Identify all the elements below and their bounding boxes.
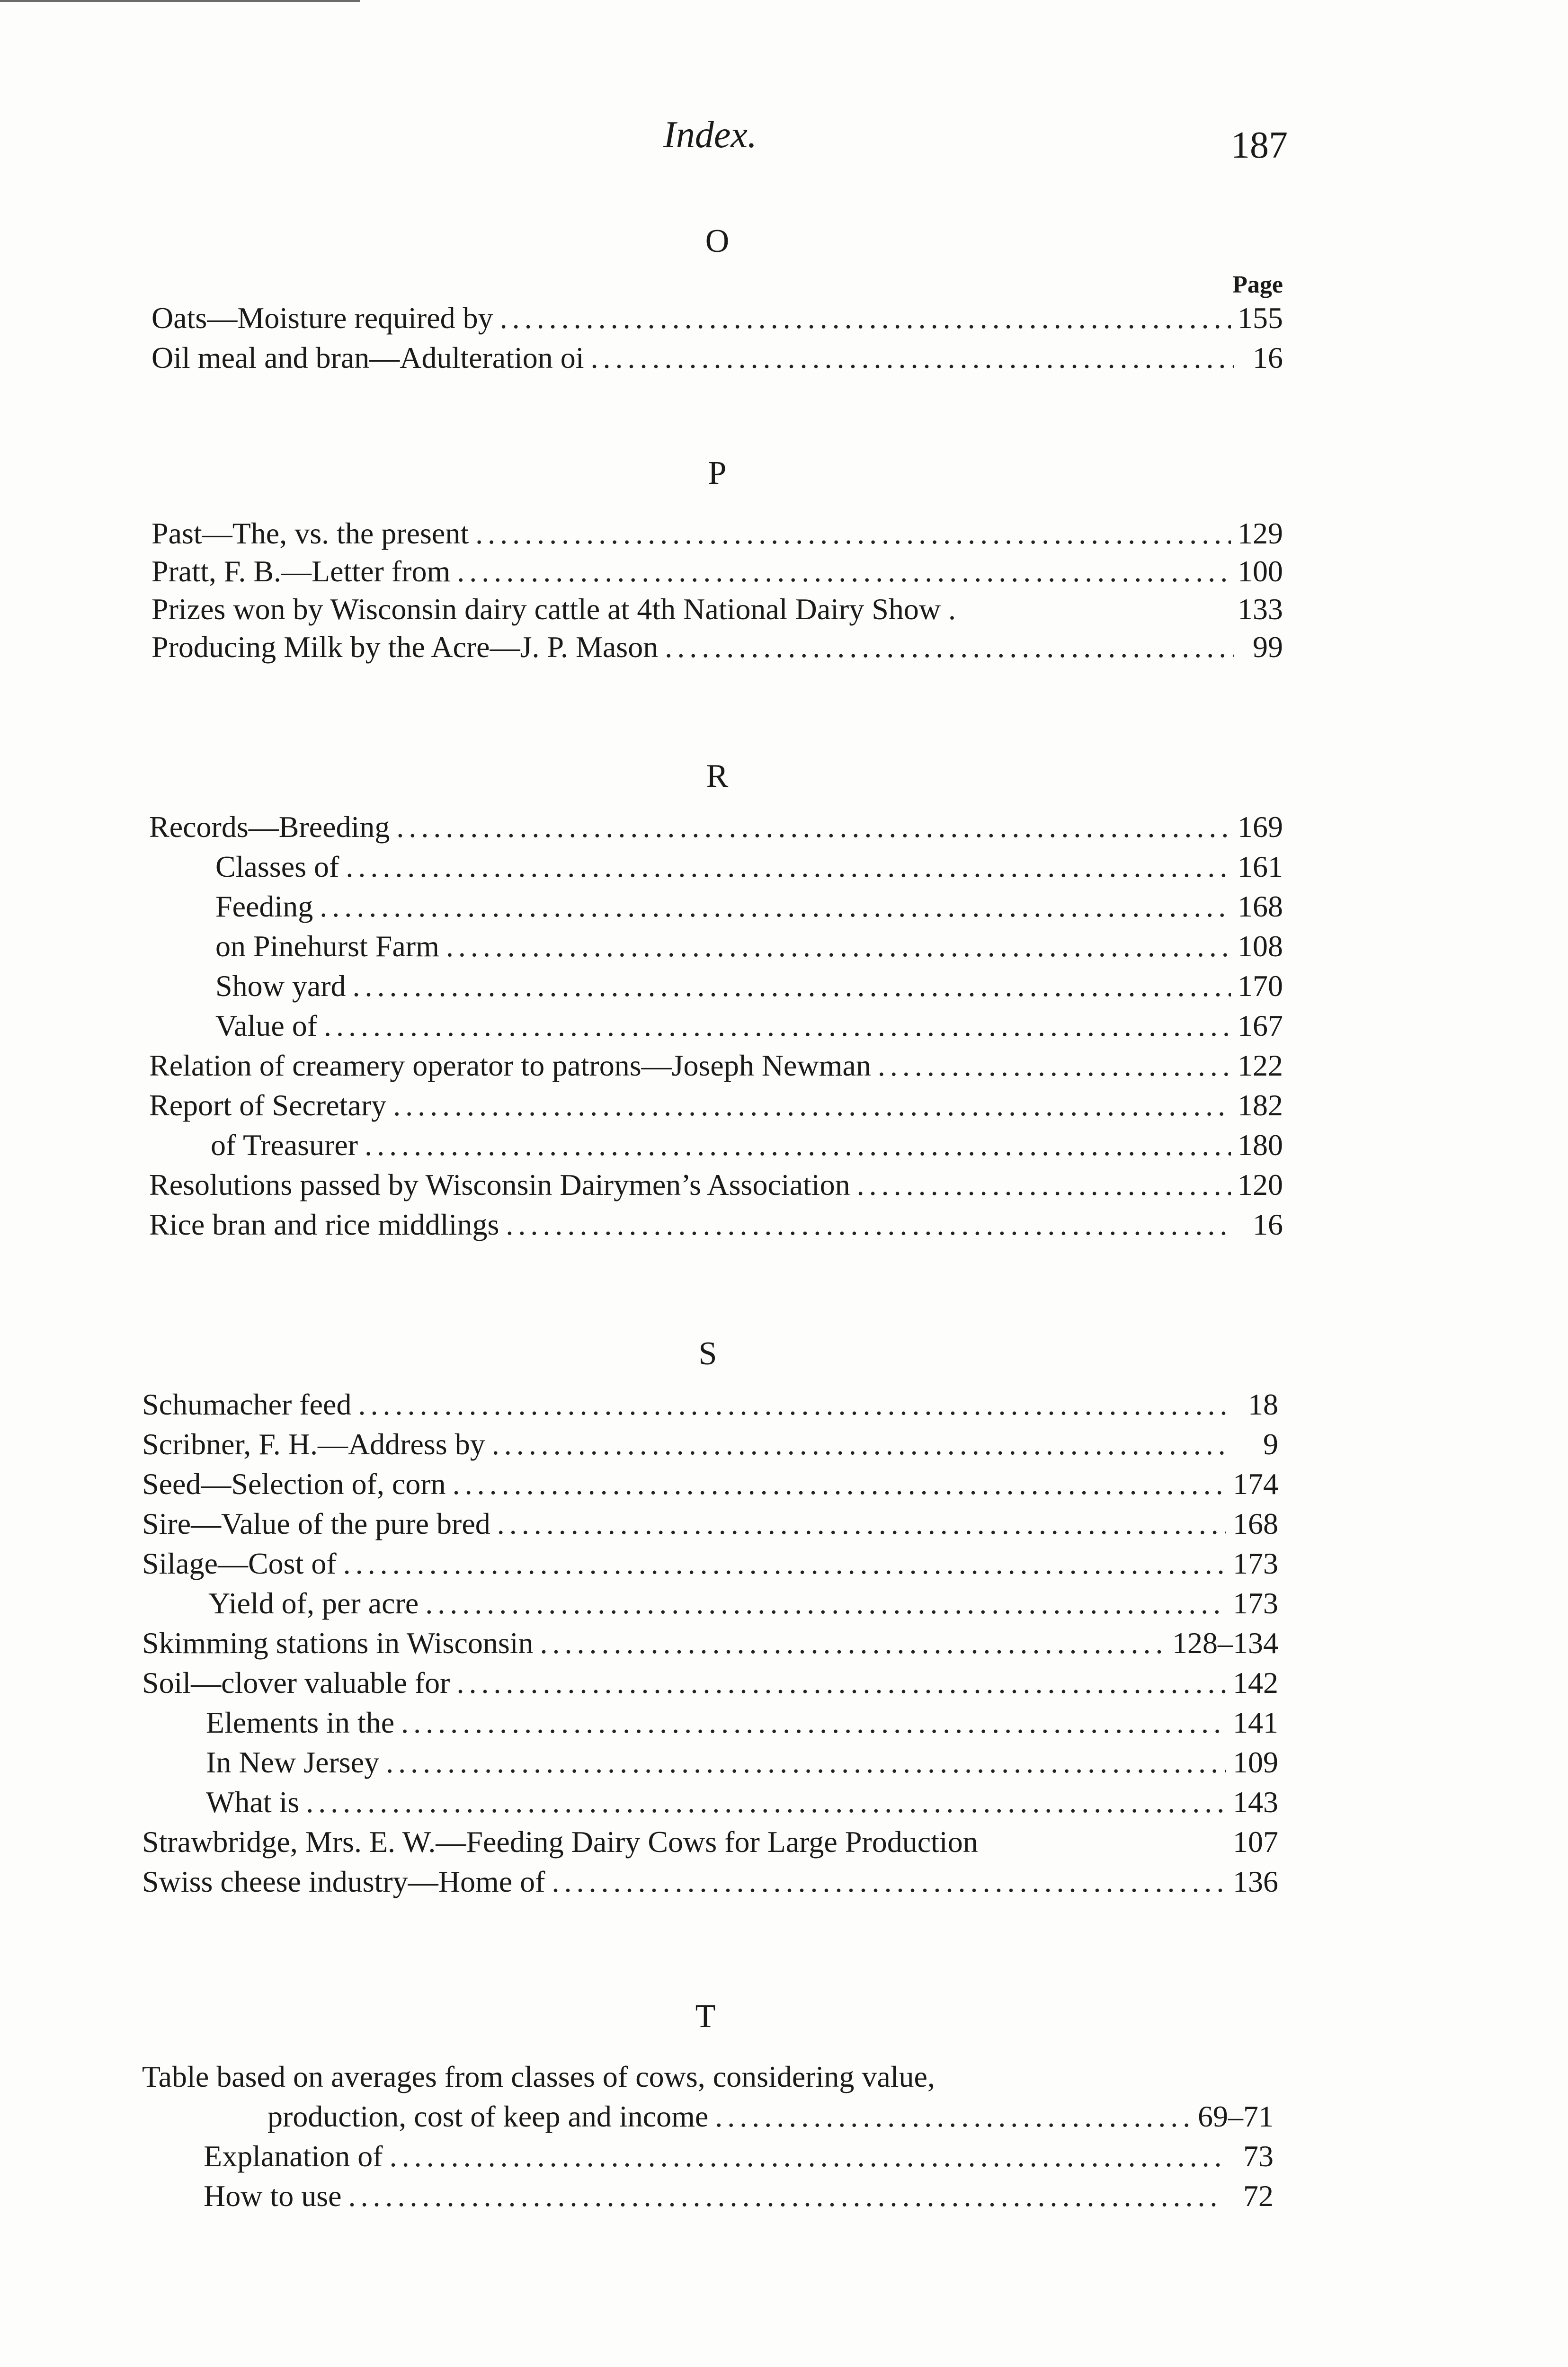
index-entry [215,926,1283,966]
leader-dots [540,1623,1166,1663]
entry-page: 136 [1233,1865,1278,1898]
entry-text: Soil—clover valuable for [142,1666,450,1700]
index-entry [149,807,1283,847]
entry-page: 129 [1238,516,1283,550]
leader-dots [665,627,1234,667]
entry-page: 167 [1238,1009,1283,1042]
index-entry [215,966,1283,1006]
index-entry [142,1544,1278,1584]
entry-text: production, cost of keep and income [267,2100,709,2133]
leader-dots [457,552,1231,591]
index-entry [206,1703,1278,1743]
top-rule [0,0,360,2]
leader-dots [396,807,1231,847]
entry-text: of Treasurer [211,1128,358,1162]
index-entry [267,2097,1274,2136]
index-entry [142,1424,1278,1464]
entry-page: 169 [1238,810,1283,844]
section-letter-r: R [706,758,729,794]
index-entry [142,1623,1278,1663]
entry-page: 73 [1243,2139,1274,2173]
entry-page: 108 [1238,929,1283,963]
leader-dots [346,847,1231,887]
entry-page: 18 [1248,1388,1278,1421]
section-letter-p: P [708,455,727,491]
entry-text: Strawbridge, Mrs. E. W.—Feeding Dairy Cows for Large Production [142,1825,978,1859]
leader-dots [306,1782,1226,1822]
index-entry [142,1504,1278,1544]
entry-page: 170 [1238,969,1283,1003]
index-entry [149,1205,1283,1245]
index-entry [206,1782,1278,1822]
entry-text: Schumacher feed [142,1388,352,1421]
entry-text: Oil meal and bran—Adulteration oi [151,341,584,374]
entry-text: Skimming stations in Wisconsin [142,1626,534,1660]
entry-text: Rice bran and rice middlings [149,1208,499,1241]
entry-page: 100 [1238,554,1283,588]
entry-text: Past—The, vs. the present [151,516,469,550]
index-entry [206,1743,1278,1782]
leader-dots [715,2097,1191,2136]
page-title: Index. [663,114,757,156]
entry-page: 182 [1238,1088,1283,1122]
entry-text: Relation of creamery operator to patrons—Joseph Newman [149,1049,871,1082]
entry-page: 109 [1233,1745,1278,1779]
leader-dots [492,1424,1229,1464]
leader-dots [324,1006,1231,1046]
leader-dots [401,1703,1226,1743]
index-entry [151,552,1283,591]
leader-dots [390,2136,1224,2176]
entry-page: 141 [1233,1706,1278,1739]
entry-text: Classes of [215,850,339,883]
leader-dots [456,1663,1226,1703]
leader-dots [320,887,1231,926]
entry-text: Show yard [215,969,346,1003]
leader-dots [475,514,1231,553]
index-entry [151,589,1283,629]
entry-page: 168 [1233,1507,1278,1540]
entry-page: 16 [1253,341,1283,374]
entry-page: 174 [1233,1467,1278,1501]
index-entry [142,1822,1278,1862]
entry-text: Sire—Value of the pure bred [142,1507,490,1540]
entry-page: 107 [1233,1825,1278,1859]
entry-text: Value of [215,1009,318,1042]
index-entry [215,887,1283,926]
entry-page: 122 [1238,1049,1283,1082]
entry-text: Records—Breeding [149,810,390,844]
entry-page: 168 [1238,890,1283,923]
entry-text: Producing Milk by the Acre—J. P. Mason [151,630,659,664]
entry-text: Resolutions passed by Wisconsin Dairymen’s Association [149,1168,850,1201]
entry-text: Prizes won by Wisconsin dairy cattle at 4th National Dairy Show . [151,592,956,626]
entry-page: 72 [1243,2179,1274,2213]
entry-page: 142 [1233,1666,1278,1700]
entry-page: 173 [1233,1586,1278,1620]
leader-dots [348,2176,1224,2216]
entry-page: 128–134 [1172,1626,1278,1660]
entry-text: Pratt, F. B.—Letter from [151,554,451,588]
entry-page: 99 [1253,630,1283,664]
index-entry [151,627,1283,667]
entry-text: Elements in the [206,1706,395,1739]
entry-page: 16 [1253,1208,1283,1241]
index-entry [142,1385,1278,1424]
index-entry [142,1862,1278,1902]
leader-dots [506,1205,1234,1245]
entry-text: Swiss cheese industry—Home of [142,1865,545,1898]
leader-dots [453,1464,1226,1504]
entry-page: 180 [1238,1128,1283,1162]
entry-page: 161 [1238,850,1283,883]
leader-dots [365,1125,1231,1165]
index-entry [151,514,1283,553]
page-column-label: Page [1232,271,1283,298]
entry-text: Scribner, F. H.—Address by [142,1427,485,1461]
entry-page: 143 [1233,1785,1278,1819]
leader-dots [425,1584,1226,1623]
entry-page: 9 [1263,1427,1278,1461]
index-entry [149,1046,1283,1086]
entry-text: on Pinehurst Farm [215,929,439,963]
entry-page: 173 [1233,1547,1278,1580]
leader-dots [386,1743,1226,1782]
index-entry [149,1086,1283,1125]
index-entry [211,1125,1283,1165]
index-entry [142,1663,1278,1703]
entry-page: 120 [1238,1168,1283,1201]
section-letter-o: O [705,223,730,259]
leader-dots [343,1544,1226,1584]
leader-dots [393,1086,1231,1125]
index-entry [204,2176,1274,2216]
entry-text: Seed—Selection of, corn [142,1467,446,1501]
entry-page: 155 [1238,301,1283,335]
index-entry [208,1584,1278,1623]
leader-dots [878,1046,1231,1086]
entry-text: Table based on averages from classes of cows, considering value, [142,2060,935,2093]
entry-text: Oats—Moisture required by [151,301,493,335]
index-entry [215,847,1283,887]
leader-dots [358,1385,1229,1424]
leader-dots [552,1862,1226,1902]
section-letter-t: T [695,1998,716,2035]
leader-dots [500,298,1231,338]
leader-dots [446,926,1231,966]
entry-text: How to use [204,2179,342,2213]
leader-dots [857,1165,1231,1205]
index-entry [215,1006,1283,1046]
entry-text: Feeding [215,890,313,923]
index-entry [149,1165,1283,1205]
entry-text: Yield of, per acre [208,1586,419,1620]
index-entry [142,2057,1278,2097]
entry-page: 69–71 [1198,2100,1274,2133]
page-number: 187 [1231,125,1288,166]
index-entry [204,2136,1274,2176]
index-entry [151,298,1283,338]
index-entry [142,1464,1278,1504]
leader-dots [353,966,1231,1006]
entry-text: What is [206,1785,300,1819]
section-letter-s: S [698,1335,717,1372]
entry-text: Explanation of [204,2139,383,2173]
leader-dots [497,1504,1226,1544]
index-entry [151,338,1283,378]
entry-page: 133 [1238,592,1283,626]
leader-dots [591,338,1234,378]
entry-text: Silage—Cost of [142,1547,337,1580]
entry-text: Report of Secretary [149,1088,387,1122]
entry-text: In New Jersey [206,1745,380,1779]
